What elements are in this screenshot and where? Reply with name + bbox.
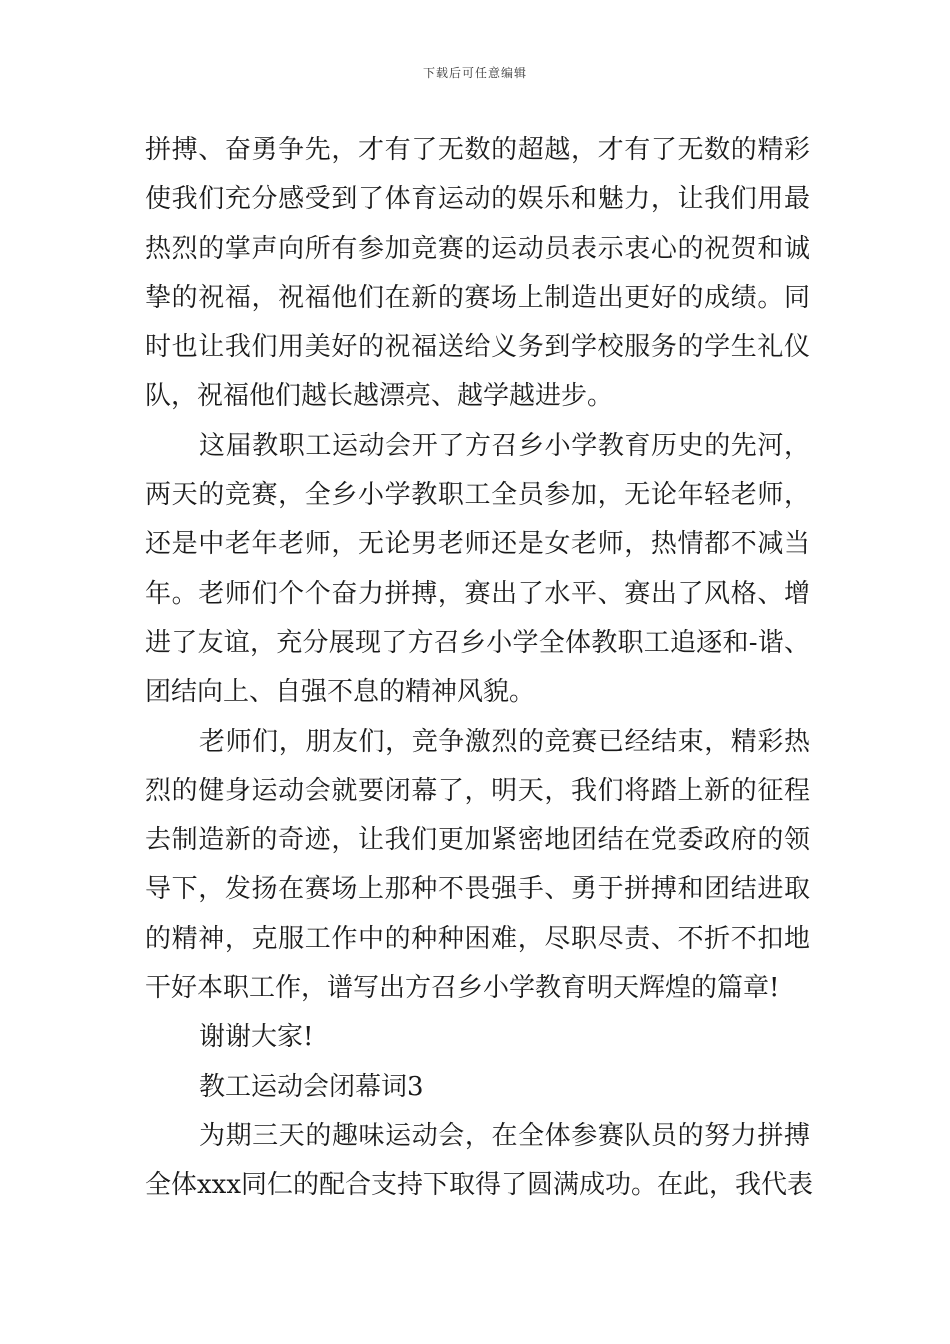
text-line: 这届教职工运动会开了方召乡小学教育历史的先河，	[199, 430, 810, 461]
text-line: 为期三天的趣味运动会，在全体参赛队员的努力拼搏	[199, 1120, 810, 1151]
paragraph	[145, 422, 810, 718]
document-body	[145, 126, 813, 1211]
text-line: 挚的祝福，祝福他们在新的赛场上制造出更好的成绩。同	[145, 282, 810, 313]
page-header: 下载后可任意编辑	[422, 66, 527, 80]
text-line: 热烈的掌声向所有参加竞赛的运动员表示衷心的祝贺和诚	[145, 233, 810, 264]
text-line: 干好本职工作，谱写出方召乡小学教育明天辉煌的篇章!	[145, 973, 780, 1004]
text-line: 老师们，朋友们，竞争激烈的竞赛已经结束，精彩热	[199, 726, 810, 757]
text-line: 的精神，克服工作中的种种困难，尽职尽责、不折不扣地	[145, 923, 810, 954]
text-line: 两天的竞赛，全乡小学教职工全员参加，无论年轻老师，	[145, 480, 810, 511]
text-line: 导下，发扬在赛场上那种不畏强手、勇于拼搏和团结进取	[145, 874, 810, 905]
text-line: 使我们充分感受到了体育运动的娱乐和魅力，让我们用最	[145, 184, 810, 215]
paragraph	[145, 126, 810, 422]
text-line: 拼搏、奋勇争先，才有了无数的超越，才有了无数的精彩	[145, 135, 810, 165]
paragraph	[145, 1013, 810, 1062]
text-line: 去制造新的奇迹，让我们更加紧密地团结在党委政府的领	[145, 825, 810, 856]
text-line: 全体xxx同仁的配合支持下取得了圆满成功。在此，我代表	[145, 1170, 813, 1201]
text-line: 谢谢大家!	[199, 1022, 314, 1053]
text-line: 团结向上、自强不息的精神风貌。	[145, 677, 536, 708]
text-line: 进了友谊，充分展现了方召乡小学全体教职工追逐和-谐、	[145, 627, 810, 658]
text-line: 烈的健身运动会就要闭幕了，明天，我们将踏上新的征程	[145, 775, 810, 806]
paragraph	[145, 1112, 813, 1211]
text-line: 年。老师们个个奋力拼搏，赛出了水平、赛出了风格、增	[145, 578, 810, 609]
text-line: 队，祝福他们越长越漂亮、越学越进步。	[145, 381, 614, 412]
paragraph	[145, 718, 810, 1014]
section-heading	[145, 1063, 810, 1112]
text-line: 教工运动会闭幕词3	[199, 1071, 424, 1102]
text-line: 时也让我们用美好的祝福送给义务到学校服务的学生礼仪	[145, 332, 810, 363]
text-line: 还是中老年老师，无论男老师还是女老师，热情都不减当	[145, 529, 810, 560]
